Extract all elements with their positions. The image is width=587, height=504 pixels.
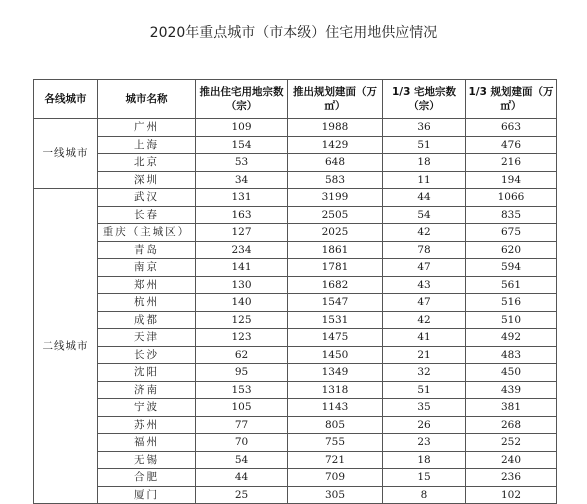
third-area-cell: 252 (466, 434, 557, 452)
city-name-cell: 福州 (98, 434, 196, 452)
land-count-cell: 234 (196, 241, 288, 259)
table-row (34, 241, 557, 259)
third-count-cell: 26 (383, 416, 466, 434)
third-count-cell: 78 (383, 241, 466, 259)
land-count-cell: 154 (196, 136, 288, 154)
planned-area-cell: 2025 (288, 224, 383, 242)
header-row (34, 80, 557, 119)
third-count-cell: 11 (383, 171, 466, 189)
land-count-cell: 109 (196, 119, 288, 137)
third-area-cell: 483 (466, 346, 557, 364)
land-count-cell: 131 (196, 189, 288, 207)
third-count-cell: 51 (383, 136, 466, 154)
tier-label: 二线城市 (34, 189, 98, 504)
city-name-cell: 武汉 (98, 189, 196, 207)
land-count-cell: 105 (196, 399, 288, 417)
third-area-cell: 675 (466, 224, 557, 242)
city-name-cell: 天津 (98, 329, 196, 347)
header-third-count: 1/3 宅地宗数（宗） (383, 80, 466, 119)
land-count-cell: 25 (196, 486, 288, 504)
third-count-cell: 15 (383, 469, 466, 487)
city-name-cell: 厦门 (98, 486, 196, 504)
land-count-cell: 153 (196, 381, 288, 399)
table-row (34, 486, 557, 504)
city-name-cell: 广州 (98, 119, 196, 137)
planned-area-cell: 1349 (288, 364, 383, 382)
header-city: 城市名称 (98, 80, 196, 119)
table-row (34, 171, 557, 189)
third-area-cell: 663 (466, 119, 557, 137)
third-count-cell: 44 (383, 189, 466, 207)
third-area-cell: 561 (466, 276, 557, 294)
table-row (34, 381, 557, 399)
city-name-cell: 沈阳 (98, 364, 196, 382)
land-count-cell: 62 (196, 346, 288, 364)
third-area-cell: 240 (466, 451, 557, 469)
header-tier: 各线城市 (34, 80, 98, 119)
third-area-cell: 236 (466, 469, 557, 487)
city-name-cell: 苏州 (98, 416, 196, 434)
table-row (34, 451, 557, 469)
land-count-cell: 127 (196, 224, 288, 242)
planned-area-cell: 2505 (288, 206, 383, 224)
land-count-cell: 125 (196, 311, 288, 329)
table-row (34, 189, 557, 207)
planned-area-cell: 709 (288, 469, 383, 487)
city-name-cell: 重庆（主城区） (98, 224, 196, 242)
land-supply-table (33, 79, 557, 504)
table-row (34, 469, 557, 487)
planned-area-cell: 1143 (288, 399, 383, 417)
table-row (34, 399, 557, 417)
planned-area-cell: 583 (288, 171, 383, 189)
table-row (34, 119, 557, 137)
third-count-cell: 18 (383, 154, 466, 172)
table-row (34, 206, 557, 224)
city-name-cell: 郑州 (98, 276, 196, 294)
third-area-cell: 450 (466, 364, 557, 382)
third-count-cell: 51 (383, 381, 466, 399)
third-count-cell: 23 (383, 434, 466, 452)
planned-area-cell: 1781 (288, 259, 383, 277)
planned-area-cell: 1988 (288, 119, 383, 137)
planned-area-cell: 721 (288, 451, 383, 469)
third-count-cell: 32 (383, 364, 466, 382)
planned-area-cell: 1450 (288, 346, 383, 364)
land-count-cell: 123 (196, 329, 288, 347)
third-area-cell: 620 (466, 241, 557, 259)
land-count-cell: 54 (196, 451, 288, 469)
third-count-cell: 42 (383, 311, 466, 329)
land-count-cell: 141 (196, 259, 288, 277)
third-area-cell: 194 (466, 171, 557, 189)
planned-area-cell: 1475 (288, 329, 383, 347)
third-area-cell: 216 (466, 154, 557, 172)
third-count-cell: 42 (383, 224, 466, 242)
third-area-cell: 510 (466, 311, 557, 329)
third-area-cell: 268 (466, 416, 557, 434)
third-count-cell: 47 (383, 294, 466, 312)
city-name-cell: 合肥 (98, 469, 196, 487)
table-row (34, 346, 557, 364)
land-count-cell: 70 (196, 434, 288, 452)
third-area-cell: 381 (466, 399, 557, 417)
third-count-cell: 47 (383, 259, 466, 277)
table-row (34, 311, 557, 329)
city-name-cell: 南京 (98, 259, 196, 277)
planned-area-cell: 1318 (288, 381, 383, 399)
city-name-cell: 长春 (98, 206, 196, 224)
table-row (34, 416, 557, 434)
third-area-cell: 492 (466, 329, 557, 347)
header-land-count: 推出住宅用地宗数（宗） (196, 80, 288, 119)
table-body (34, 119, 557, 504)
planned-area-cell: 305 (288, 486, 383, 504)
third-area-cell: 1066 (466, 189, 557, 207)
third-count-cell: 36 (383, 119, 466, 137)
planned-area-cell: 1861 (288, 241, 383, 259)
third-count-cell: 41 (383, 329, 466, 347)
third-area-cell: 835 (466, 206, 557, 224)
planned-area-cell: 805 (288, 416, 383, 434)
third-count-cell: 18 (383, 451, 466, 469)
city-name-cell: 宁波 (98, 399, 196, 417)
third-count-cell: 8 (383, 486, 466, 504)
planned-area-cell: 1429 (288, 136, 383, 154)
planned-area-cell: 755 (288, 434, 383, 452)
table-row (34, 224, 557, 242)
table-row (34, 364, 557, 382)
land-count-cell: 77 (196, 416, 288, 434)
city-name-cell: 长沙 (98, 346, 196, 364)
third-count-cell: 35 (383, 399, 466, 417)
table-row (34, 154, 557, 172)
planned-area-cell: 648 (288, 154, 383, 172)
planned-area-cell: 1531 (288, 311, 383, 329)
city-name-cell: 杭州 (98, 294, 196, 312)
table-row (34, 276, 557, 294)
third-area-cell: 594 (466, 259, 557, 277)
land-count-cell: 34 (196, 171, 288, 189)
land-count-cell: 163 (196, 206, 288, 224)
table-row (34, 294, 557, 312)
header-third-area: 1/3 规划建面（万㎡） (466, 80, 557, 119)
land-count-cell: 95 (196, 364, 288, 382)
city-name-cell: 成都 (98, 311, 196, 329)
planned-area-cell: 1547 (288, 294, 383, 312)
city-name-cell: 青岛 (98, 241, 196, 259)
land-count-cell: 130 (196, 276, 288, 294)
tier-label: 一线城市 (34, 119, 98, 189)
city-name-cell: 无锡 (98, 451, 196, 469)
third-count-cell: 54 (383, 206, 466, 224)
table-row (34, 329, 557, 347)
third-count-cell: 21 (383, 346, 466, 364)
page-title: 2020年重点城市（市本级）住宅用地供应情况 (149, 25, 438, 41)
city-name-cell: 北京 (98, 154, 196, 172)
table-row (34, 434, 557, 452)
city-name-cell: 深圳 (98, 171, 196, 189)
third-area-cell: 516 (466, 294, 557, 312)
planned-area-cell: 3199 (288, 189, 383, 207)
third-area-cell: 439 (466, 381, 557, 399)
header-planned-area: 推出规划建面（万㎡） (288, 80, 383, 119)
city-name-cell: 上海 (98, 136, 196, 154)
table-row (34, 136, 557, 154)
third-area-cell: 476 (466, 136, 557, 154)
land-count-cell: 44 (196, 469, 288, 487)
table-row (34, 259, 557, 277)
planned-area-cell: 1682 (288, 276, 383, 294)
land-count-cell: 140 (196, 294, 288, 312)
third-area-cell: 102 (466, 486, 557, 504)
third-count-cell: 43 (383, 276, 466, 294)
city-name-cell: 济南 (98, 381, 196, 399)
table-header (34, 80, 557, 119)
land-count-cell: 53 (196, 154, 288, 172)
